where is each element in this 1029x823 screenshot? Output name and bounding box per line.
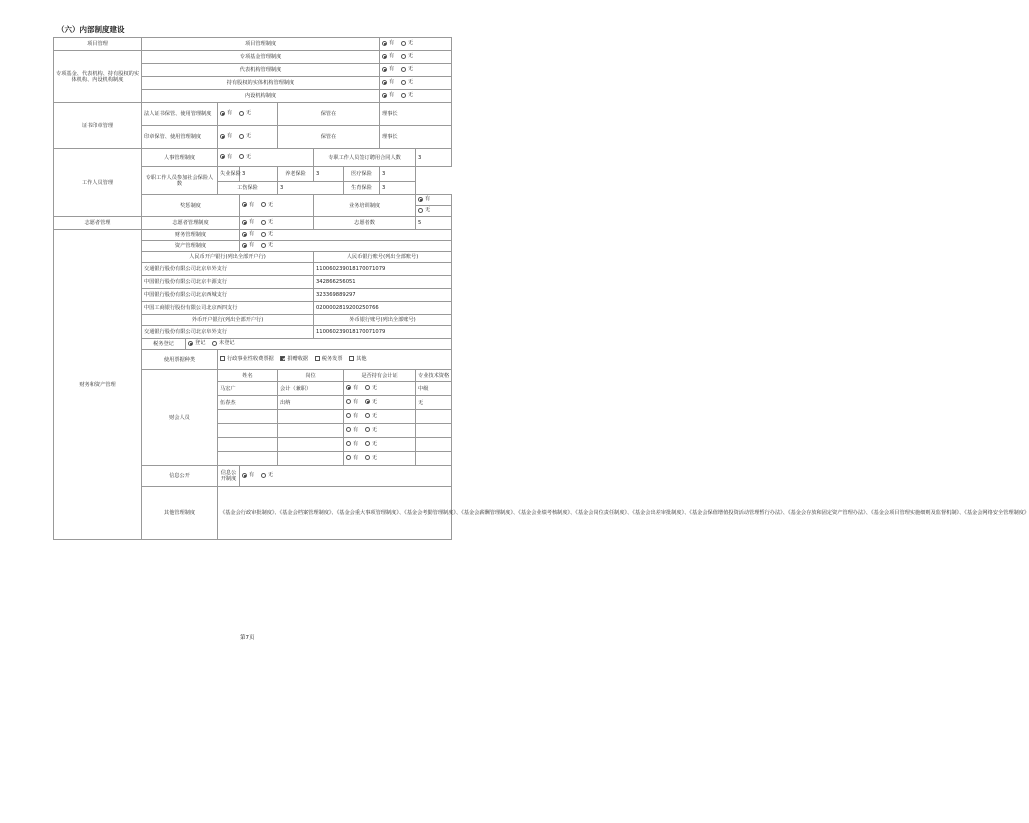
unemployment-count: 3 <box>240 167 278 182</box>
radio-selected-icon[interactable] <box>220 154 225 159</box>
label-kept-at: 保管在 <box>278 126 380 149</box>
label-pension: 养老保险 <box>278 167 314 182</box>
radio-empty-icon[interactable] <box>239 134 244 139</box>
seal-keeper: 理事长 <box>380 126 452 149</box>
injury-count: 3 <box>278 182 344 195</box>
label-rmb-bank: 人民币开户银行(列出全部开户行) <box>142 252 314 263</box>
checkbox-empty-icon[interactable] <box>220 356 225 361</box>
training-yes-option: 有 <box>416 195 452 206</box>
label-equity-entity-system: 持有股权的实体机构管理制度 <box>142 77 380 90</box>
radio-selected-icon[interactable] <box>382 54 387 59</box>
radio-empty-icon[interactable] <box>365 441 370 446</box>
radio-empty-icon[interactable] <box>346 399 351 404</box>
radio-empty-icon[interactable] <box>401 41 406 46</box>
acc-qual <box>416 424 452 438</box>
other-systems-text: 《基金会行政审批制度》、《基金会档案管理制度》、《基金会重大事项管理制度》、《基金会考勤管理制度》、《基金会薪酬管理制度》、《基金会业绩考核制度》、《基金会岗位责任制度》、《基金会出差审批制度》、《基金会保值增值投资活动管理暂行办法》、《基金会存放和固定资产管理办法》、《基金会项目管理实施细则及监督机制》、《基金会网络安全管理制度》 <box>218 487 452 540</box>
radio-selected-icon[interactable] <box>242 232 247 237</box>
checkbox-checked-icon[interactable] <box>280 356 285 361</box>
radio-selected-icon[interactable] <box>242 243 247 248</box>
radio-empty-icon[interactable] <box>401 80 406 85</box>
internal-org-radio-group: 有 无 <box>380 90 452 103</box>
label-tax-registration: 税务登记 <box>142 339 186 350</box>
label-finance-mgmt: 财务和资产管理 <box>54 230 142 540</box>
acc-name <box>218 424 278 438</box>
medical-count: 3 <box>380 167 416 182</box>
volunteer-count: 5 <box>416 217 452 230</box>
label-disclosure-system: 信息公开制度 <box>218 466 240 487</box>
equity-entity-radio-group: 有 无 <box>380 77 452 90</box>
label-volunteer-system: 志愿者管理制度 <box>142 217 240 230</box>
radio-empty-icon[interactable] <box>365 385 370 390</box>
label-asset-system: 资产管理制度 <box>142 241 240 252</box>
label-legal-cert: 法人证书保管、使用管理制度 <box>142 103 218 126</box>
radio-empty-icon[interactable] <box>261 232 266 237</box>
maternity-count: 3 <box>380 182 416 195</box>
radio-empty-icon[interactable] <box>346 455 351 460</box>
rmb-bank-2: 中国银行股份有限公司北京丰源支行 <box>142 276 314 289</box>
rmb-bank-4: 中国工商银行股份有限公司北京西四支行 <box>142 302 314 315</box>
acc-name: 伍春杰 <box>218 396 278 410</box>
radio-empty-icon[interactable] <box>261 202 266 207</box>
contract-count: 3 <box>416 149 452 167</box>
radio-selected-icon[interactable] <box>382 67 387 72</box>
radio-selected-icon[interactable] <box>418 197 423 202</box>
acc-post <box>278 452 344 466</box>
label-maternity: 生育保险 <box>344 182 380 195</box>
volunteer-radio-group: 有 无 <box>240 217 314 230</box>
receipt-checkbox-group: 行政事业性收费票据 捐赠收据 税务发票 其他 <box>218 350 452 370</box>
radio-empty-icon[interactable] <box>401 54 406 59</box>
radio-selected-icon[interactable] <box>242 202 247 207</box>
radio-empty-icon[interactable] <box>239 111 244 116</box>
acc-post: 出纳 <box>278 396 344 410</box>
rmb-bank-1: 交通银行股份有限公司北京阜外支行 <box>142 263 314 276</box>
tax-radio-group: 登记 未登记 <box>186 339 452 350</box>
label-project-system: 项目管理制度 <box>142 38 380 51</box>
label-seal-system: 印章保管、使用管理制度 <box>142 126 218 149</box>
label-injury: 工伤保险 <box>218 182 278 195</box>
internal-systems-table <box>53 37 1029 540</box>
label-unemployment: 失业保险 <box>218 167 240 182</box>
hr-radio-group: 有 无 <box>218 149 314 167</box>
acc-qual: 无 <box>416 396 452 410</box>
label-volunteer-count: 志愿者数 <box>314 217 416 230</box>
checkbox-empty-icon[interactable] <box>349 356 354 361</box>
radio-empty-icon[interactable] <box>261 473 266 478</box>
radio-empty-icon[interactable] <box>365 413 370 418</box>
acc-name <box>218 438 278 452</box>
acc-header-qual: 专业技术资格 <box>416 370 452 382</box>
radio-selected-icon[interactable] <box>220 134 225 139</box>
pension-count: 3 <box>314 167 344 182</box>
disclosure-radio-group: 有 无 <box>240 466 452 487</box>
page-number: 第7页 <box>240 635 255 641</box>
acc-post: 会计（兼职） <box>278 382 344 396</box>
label-insurance-count: 专职工作人员参加社会保险人数 <box>142 167 218 195</box>
acc-cert-radio-group: 有 无 <box>344 410 416 424</box>
label-staff-mgmt: 工作人员管理 <box>54 149 142 217</box>
seal-radio-group: 有 无 <box>218 126 278 149</box>
radio-empty-icon[interactable] <box>261 220 266 225</box>
rmb-account-4: 0200002819200250766 <box>314 302 452 315</box>
fx-account-1: 110060239018170071079 <box>314 326 452 339</box>
acc-qual <box>416 410 452 424</box>
label-receipt-types: 使用票据种类 <box>142 350 218 370</box>
radio-empty-icon[interactable] <box>346 441 351 446</box>
reward-radio-group: 有 无 <box>240 195 314 217</box>
acc-header-cert: 是否持有会计证 <box>344 370 416 382</box>
finance-radio-group: 有 无 <box>240 230 452 241</box>
rmb-account-1: 110060239018170071079 <box>314 263 452 276</box>
project-system-radio-group: 有 无 <box>380 38 452 51</box>
label-other-systems: 其他管理制度 <box>142 487 218 540</box>
acc-qual <box>416 438 452 452</box>
radio-selected-icon[interactable] <box>382 41 387 46</box>
acc-header-name: 姓名 <box>218 370 278 382</box>
fx-bank-1: 交通银行股份有限公司北京阜外支行 <box>142 326 314 339</box>
rmb-bank-3: 中国银行股份有限公司北京西城支行 <box>142 289 314 302</box>
asset-radio-group: 有 无 <box>240 241 452 252</box>
radio-selected-icon[interactable] <box>242 220 247 225</box>
radio-empty-icon[interactable] <box>239 154 244 159</box>
acc-cert-radio-group: 有 无 <box>344 452 416 466</box>
label-special-fund-system: 专项基金管理制度 <box>142 51 380 64</box>
radio-empty-icon[interactable] <box>401 67 406 72</box>
label-representative-system: 代表机构管理制度 <box>142 64 380 77</box>
special-fund-radio-group: 有 无 <box>380 51 452 64</box>
radio-selected-icon[interactable] <box>220 111 225 116</box>
acc-header-post: 岗位 <box>278 370 344 382</box>
label-rmb-account: 人民币银行账号(列出全部账号) <box>314 252 452 263</box>
acc-cert-radio-group: 有 无 <box>344 382 416 396</box>
radio-empty-icon[interactable] <box>365 455 370 460</box>
label-project-mgmt: 项目管理 <box>54 38 142 51</box>
radio-empty-icon[interactable] <box>401 93 406 98</box>
radio-selected-icon[interactable] <box>382 80 387 85</box>
label-fx-bank: 外币开户银行(列出全部开户行) <box>142 315 314 326</box>
radio-empty-icon[interactable] <box>346 413 351 418</box>
acc-name <box>218 410 278 424</box>
label-info-disclosure: 信息公开 <box>142 466 218 487</box>
radio-empty-icon[interactable] <box>418 208 423 213</box>
acc-qual <box>416 452 452 466</box>
acc-cert-radio-group: 有 无 <box>344 424 416 438</box>
radio-selected-icon[interactable] <box>188 341 193 346</box>
checkbox-empty-icon[interactable] <box>315 356 320 361</box>
acc-name <box>218 452 278 466</box>
radio-empty-icon[interactable] <box>346 427 351 432</box>
acc-cert-radio-group: 有 无 <box>344 438 416 452</box>
representative-radio-group: 有 无 <box>380 64 452 77</box>
label-finance-system: 财务管理制度 <box>142 230 240 241</box>
label-special-fund: 专项基金、代表机构、持有股权的实体机构、内设机构制度 <box>54 51 142 103</box>
acc-cert-radio-group: 有 无 <box>344 396 416 410</box>
label-accountants: 财会人员 <box>142 370 218 466</box>
radio-selected-icon[interactable] <box>346 385 351 390</box>
label-kept-at: 保管在 <box>278 103 380 126</box>
label-medical: 医疗保险 <box>344 167 380 182</box>
radio-selected-icon[interactable] <box>365 399 370 404</box>
label-internal-org-system: 内设机构制度 <box>142 90 380 103</box>
label-seal-mgmt: 证书印章管理 <box>54 103 142 149</box>
section-title: （六）内部制度建设 <box>57 25 125 34</box>
label-training-system: 业务培训制度 <box>314 195 416 217</box>
label-volunteer-mgmt: 志愿者管理 <box>54 217 142 230</box>
acc-name: 马宏广 <box>218 382 278 396</box>
radio-empty-icon[interactable] <box>212 341 217 346</box>
training-no-option: 无 <box>416 206 452 217</box>
label-hr-system: 人事管理制度 <box>142 149 218 167</box>
radio-empty-icon[interactable] <box>261 243 266 248</box>
acc-post <box>278 438 344 452</box>
acc-post <box>278 410 344 424</box>
radio-selected-icon[interactable] <box>382 93 387 98</box>
rmb-account-3: 323369889297 <box>314 289 452 302</box>
label-fx-account: 外币银行账号(列出全部账号) <box>314 315 452 326</box>
radio-empty-icon[interactable] <box>365 427 370 432</box>
legal-cert-radio-group: 有 无 <box>218 103 278 126</box>
rmb-account-2: 342866256051 <box>314 276 452 289</box>
label-reward-system: 奖惩制度 <box>142 195 240 217</box>
acc-post <box>278 424 344 438</box>
label-contract-count: 专职工作人员签订聘用合同人数 <box>314 149 416 167</box>
radio-selected-icon[interactable] <box>242 473 247 478</box>
legal-cert-keeper: 理事长 <box>380 103 452 126</box>
acc-qual: 中级 <box>416 382 452 396</box>
